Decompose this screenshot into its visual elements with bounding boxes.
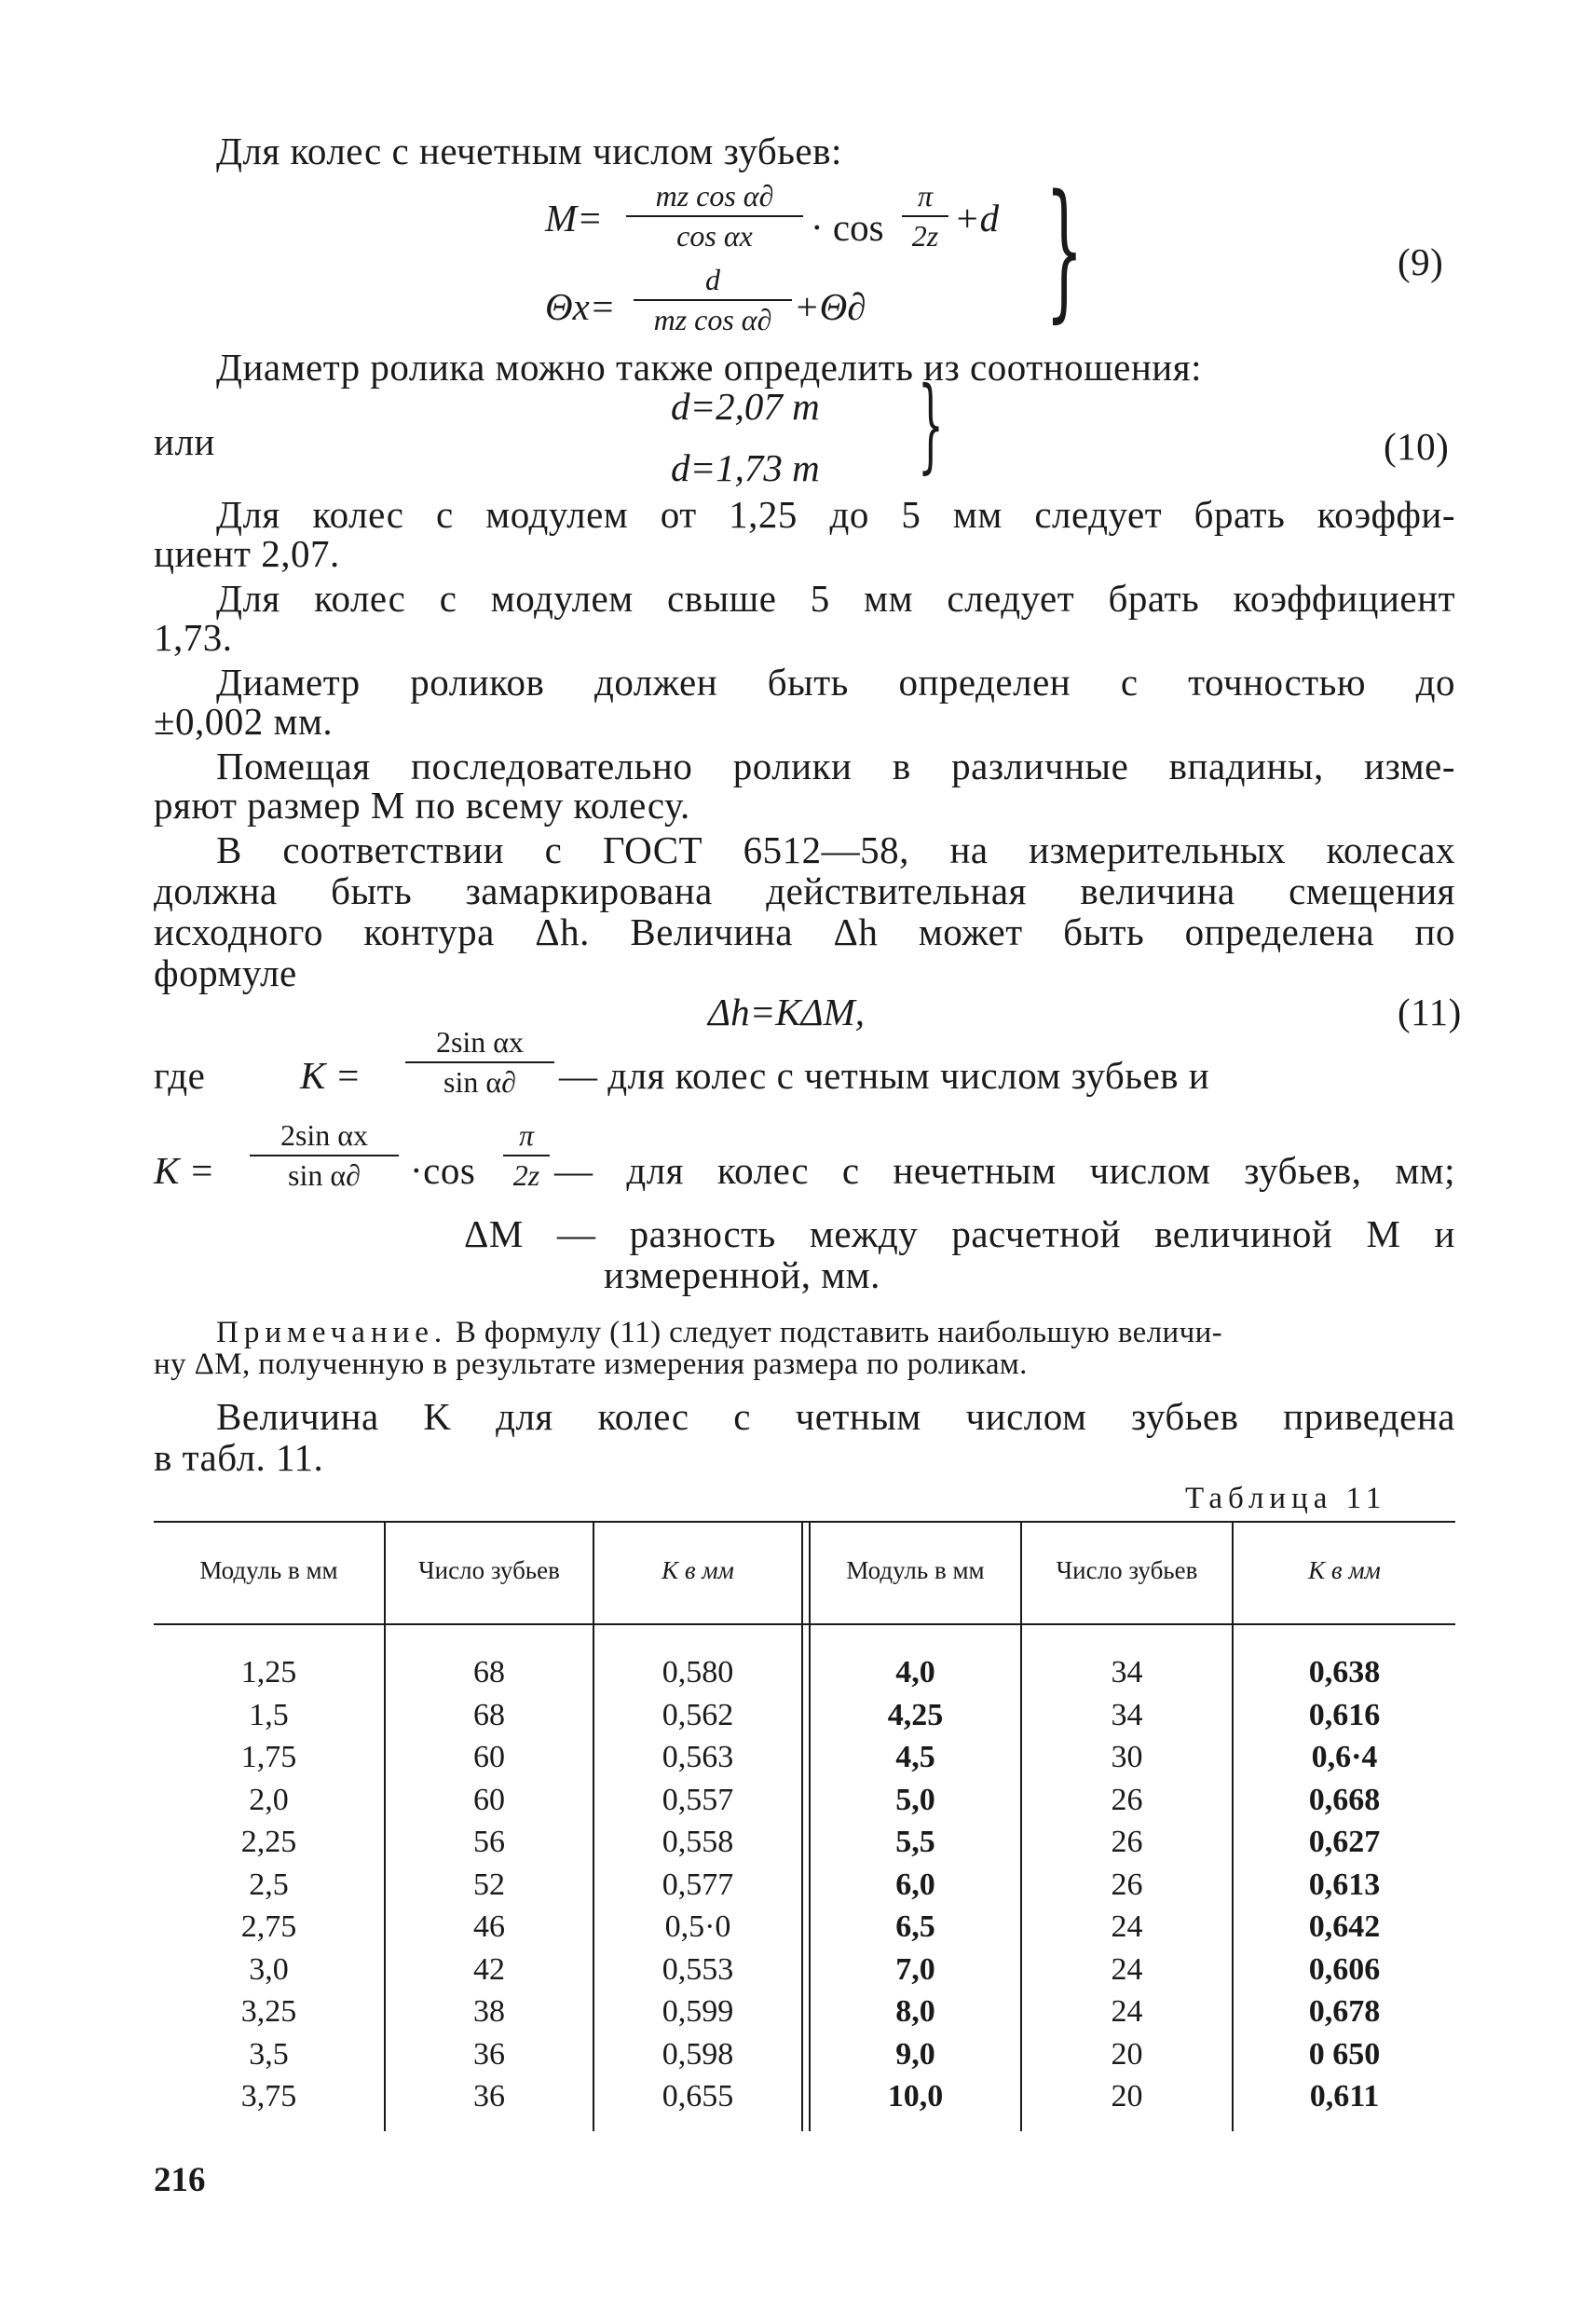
formula-11: Δh=KΔM,	[708, 991, 866, 1033]
k-odd-K: K =	[154, 1149, 215, 1192]
cell: 24	[1111, 1951, 1143, 1987]
cell: 0,557	[662, 1782, 734, 1817]
cell: 26	[1111, 1867, 1143, 1902]
cell: 5,5	[895, 1825, 935, 1859]
note-line-1	[216, 1316, 1222, 1350]
k-even-K: K =	[300, 1054, 361, 1097]
paragraph-2-line-1: Для колес с модулем свыше 5 мм следует брать коэффициент	[216, 577, 1455, 620]
table-top-rule	[154, 1521, 1455, 1523]
k-odd-2z: 2z	[512, 1158, 540, 1192]
k-odd-cos: ·cos	[410, 1149, 476, 1192]
k-odd-pi: π	[518, 1118, 535, 1152]
formula-9-2z: 2z	[911, 219, 939, 253]
cell: 0,627	[1308, 1825, 1381, 1859]
cell: 3,25	[240, 1994, 297, 2029]
cell: 68	[473, 1655, 505, 1690]
cell: 26	[1111, 1825, 1143, 1859]
th-teeth-right: Число зубьев	[1056, 1556, 1198, 1584]
cell: 34	[1111, 1655, 1143, 1690]
fraction-bar	[902, 215, 948, 217]
cell: 1,5	[249, 1697, 289, 1732]
cell: 9,0	[895, 2036, 935, 2072]
cell: 0,613	[1308, 1867, 1381, 1902]
cell: 10,0	[887, 2079, 944, 2114]
cell: 2,25	[240, 1825, 297, 1859]
cell: 0,5·0	[664, 1909, 731, 1944]
cell: 0,638	[1308, 1655, 1381, 1690]
cell: 6,5	[895, 1909, 935, 1944]
note-line-2: ну ΔM, полученную в результате измерения размера по роликам.	[154, 1348, 1028, 1381]
cell: 20	[1111, 2036, 1143, 2072]
k-odd-frac	[250, 1118, 399, 1193]
k-table-line-2: в табл. 11.	[154, 1436, 324, 1479]
cell: 3,0	[249, 1951, 289, 1987]
note-label: Примечание.	[216, 1316, 448, 1349]
cell: 2,5	[249, 1867, 289, 1902]
cell: 4,5	[895, 1740, 935, 1774]
paragraph-4-line-1: Помещая последовательно ролики в различные впадины, изме-	[216, 745, 1455, 787]
cell: 56	[473, 1825, 505, 1859]
paragraph-1-line-1: Для колес с модулем от 1,25 до 5 мм следует брать коэффи-	[216, 493, 1455, 536]
formula-9-plus-d: +d	[954, 197, 1000, 239]
paragraph-3-line-1: Диаметр роликов должен быть определен с точностью до	[216, 661, 1455, 704]
formula-10-label: (10)	[1384, 425, 1450, 468]
paragraph-2-line-2: 1,73.	[154, 616, 233, 659]
k-even-num: 2sin αx	[435, 1025, 525, 1059]
k-even-den: sin α∂	[443, 1065, 516, 1099]
table-caption: Таблица 11	[1185, 1482, 1387, 1515]
cell: 0,606	[1308, 1951, 1381, 1987]
cell: 0 650	[1308, 2036, 1381, 2072]
col-k-right	[1234, 1651, 1455, 2118]
intro-odd-text: Для колес с нечетным числом зубьев:	[216, 130, 842, 172]
cell: 6,0	[895, 1867, 935, 1902]
cell: 2,0	[249, 1782, 289, 1817]
cell: 0,678	[1308, 1994, 1381, 2029]
fraction-bar	[250, 1155, 399, 1156]
formula-9-den1: cos αx	[676, 219, 753, 253]
cell: 3,75	[240, 2079, 297, 2114]
col-k-left	[594, 1651, 801, 2118]
cell: 26	[1111, 1782, 1143, 1817]
fraction-bar	[634, 299, 792, 301]
k-even-text: — для колес с четным числом зубьев и	[559, 1054, 1210, 1097]
th-k-left: K в мм	[662, 1556, 734, 1584]
cell: 8,0	[895, 1994, 935, 2029]
formula-9-pi: π	[917, 179, 934, 212]
cell: 46	[473, 1909, 505, 1944]
k-odd-den: sin α∂	[288, 1158, 361, 1192]
col-module-right	[811, 1651, 1020, 2118]
cell: 30	[1111, 1740, 1143, 1774]
th-teeth-left: Число зубьев	[418, 1556, 560, 1584]
formula-10-d2: d=1,73 m	[671, 446, 820, 489]
formula-10-or: или	[154, 420, 215, 463]
formula-9-frac2	[634, 263, 792, 337]
formula-10-d1: d=2,07 m	[671, 385, 820, 428]
cell: 24	[1111, 1994, 1143, 2029]
cell: 1,25	[240, 1655, 297, 1690]
paragraph-5-line-3: исходного контура Δh. Величина Δh может быть определена по	[154, 910, 1455, 953]
cell: 36	[473, 2079, 505, 2114]
col-teeth-right	[1022, 1651, 1232, 2118]
k-odd-text: — для колес с нечетным числом зубьев, мм;	[554, 1149, 1455, 1192]
k-odd-num: 2sin αx	[280, 1118, 369, 1152]
cell: 60	[473, 1740, 505, 1774]
table-vline	[801, 1521, 803, 2131]
page-number: 216	[154, 2161, 206, 2199]
paragraph-3-line-2: ±0,002 мм.	[154, 700, 334, 743]
fraction-bar	[405, 1061, 554, 1063]
col-module-left	[154, 1651, 384, 2118]
table-header-rule	[154, 1623, 1455, 1625]
fraction-bar	[503, 1155, 550, 1156]
delta-m-line-2: измеренной, мм.	[604, 1253, 880, 1296]
roller-intro-text: Диаметр ролика можно также определить из соотношения:	[216, 346, 1202, 389]
cell: 0,642	[1308, 1909, 1381, 1944]
formula-9-num2: d	[705, 263, 720, 296]
paragraph-1-line-2: циент 2,07.	[154, 532, 340, 575]
th-module-right: Модуль в мм	[846, 1556, 985, 1584]
cell: 2,75	[240, 1909, 297, 1944]
cell: 0,577	[662, 1867, 734, 1902]
delta-m-line-1: ΔM — разность между расчетной величиной M и	[464, 1212, 1455, 1255]
formula-9-theta: Θx=	[545, 285, 616, 328]
cell: 20	[1111, 2079, 1143, 2114]
cell: 0,558	[662, 1825, 734, 1859]
cell: 1,75	[240, 1740, 297, 1774]
paragraph-4-line-2: ряют размер M по всему колесу.	[154, 784, 690, 827]
paragraph-5-line-1: В соответствии с ГОСТ 6512—58, на измерительных колесах	[216, 828, 1455, 871]
paragraph-5-line-4: формуле	[154, 951, 297, 994]
k-even-frac	[405, 1025, 554, 1100]
formula-9-cos: · cos	[811, 206, 884, 249]
note-text-1: В формулу (11) следует подставить наибольшую величи-	[447, 1316, 1223, 1349]
cell: 4,25	[887, 1697, 944, 1732]
fraction-bar	[626, 215, 803, 217]
cell: 34	[1111, 1697, 1143, 1732]
formula-9-den2: mz cos α∂	[653, 303, 772, 336]
formula-9-M: M=	[545, 197, 603, 239]
right-brace: }	[1045, 162, 1084, 336]
formula-9-pi-frac	[902, 179, 948, 253]
col-teeth-left	[386, 1651, 593, 2118]
where-word: где	[154, 1054, 206, 1097]
cell: 0,599	[662, 1994, 734, 2029]
cell: 0,563	[662, 1740, 734, 1774]
right-brace: }	[918, 364, 944, 484]
paragraph-5-line-2: должна быть замаркирована действительная величина смещения	[154, 869, 1455, 912]
cell: 0,580	[662, 1655, 734, 1690]
k-table-line-1: Величина K для колес с четным числом зубьев приведена	[216, 1395, 1455, 1438]
formula-9-frac1	[626, 179, 803, 253]
cell: 0,598	[662, 2036, 734, 2072]
cell: 0,616	[1308, 1697, 1381, 1732]
cell: 52	[473, 1867, 505, 1902]
cell: 4,0	[895, 1655, 935, 1690]
cell: 0,6·4	[1311, 1740, 1378, 1774]
cell: 0,611	[1309, 2079, 1380, 2114]
cell: 0,562	[662, 1697, 734, 1732]
cell: 5,0	[895, 1782, 935, 1817]
cell: 3,5	[249, 2036, 289, 2072]
formula-9-label: (9)	[1398, 240, 1444, 283]
formula-9-num1: mz cos α∂	[655, 179, 774, 212]
cell: 0,668	[1308, 1782, 1381, 1817]
cell: 38	[473, 1994, 505, 2029]
k-odd-pi-frac	[503, 1118, 550, 1193]
cell: 24	[1111, 1909, 1143, 1944]
th-k-right: K в мм	[1308, 1556, 1381, 1584]
formula-9-plus-theta: +Θ∂	[794, 285, 866, 328]
cell: 7,0	[895, 1951, 935, 1987]
cell: 0,553	[662, 1951, 734, 1987]
formula-11-label: (11)	[1398, 991, 1462, 1033]
cell: 36	[473, 2036, 505, 2072]
cell: 42	[473, 1951, 505, 1987]
cell: 0,655	[662, 2079, 734, 2114]
th-module-left: Модуль в мм	[199, 1556, 338, 1584]
cell: 60	[473, 1782, 505, 1817]
cell: 68	[473, 1697, 505, 1732]
